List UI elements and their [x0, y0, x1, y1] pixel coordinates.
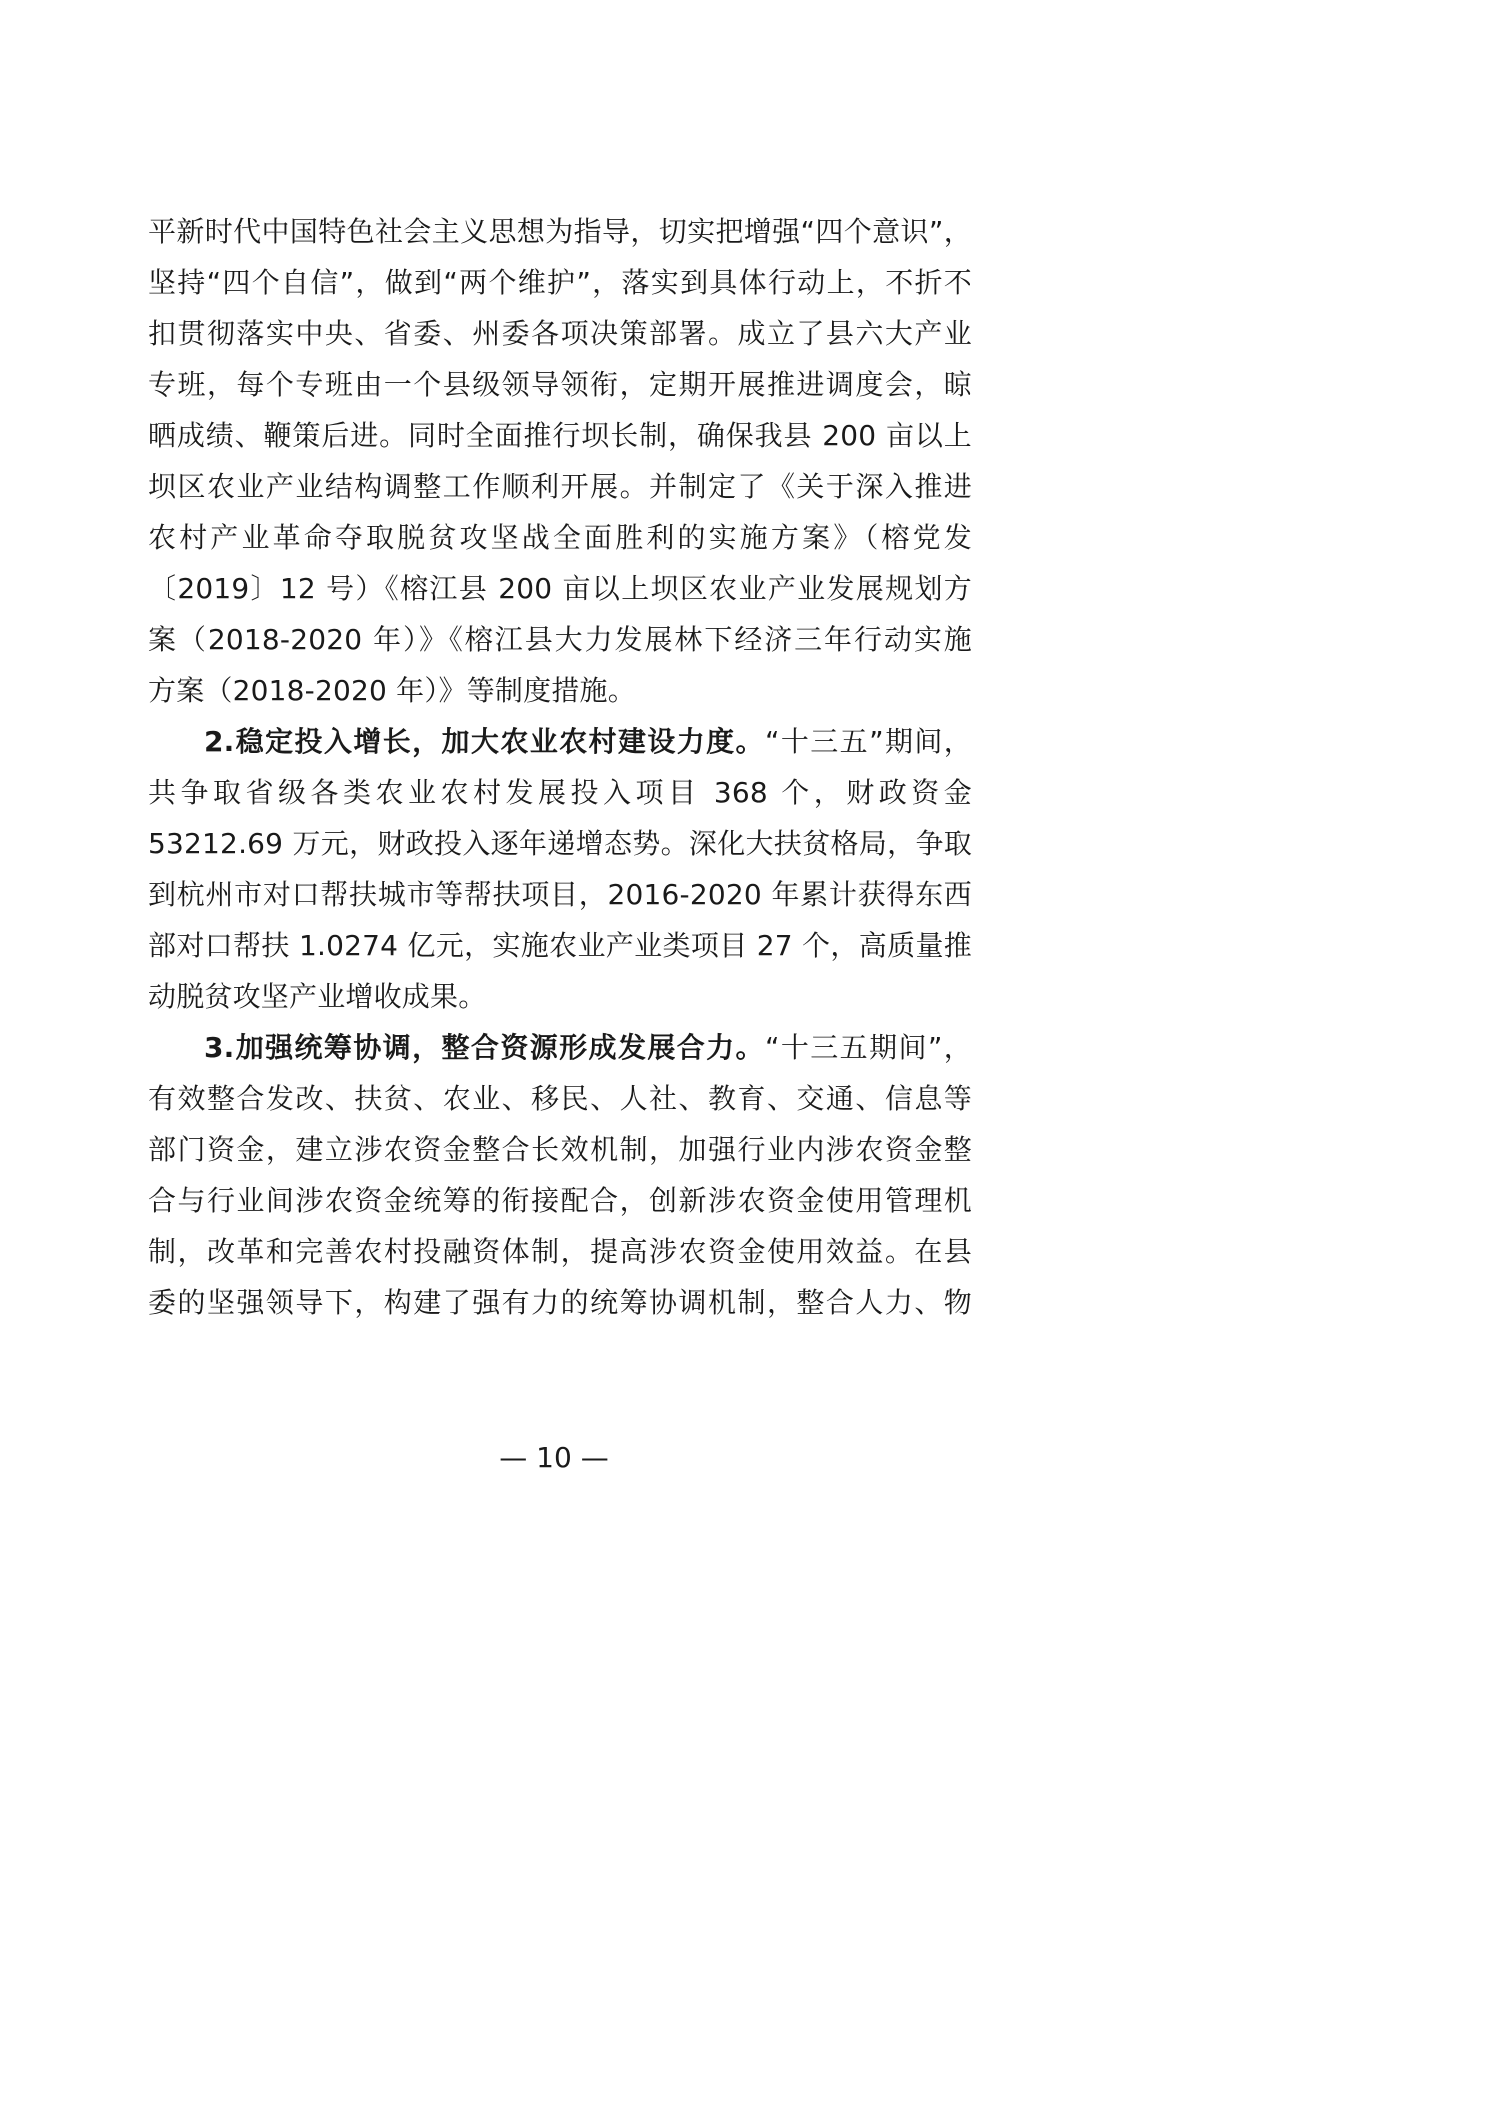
text-line: 坝区农业产业结构调整工作顺利开展。并制定了《关于深入推进 [148, 470, 972, 503]
text-line: 制，改革和完善农村投融资体制，提高涉农资金使用效益。在县 [148, 1235, 972, 1268]
text-line: 共争取省级各类农业农村发展投入项目 368 个，财政资金 [148, 776, 972, 809]
text-line: 到杭州市对口帮扶城市等帮扶项目，2016-2020 年累计获得东西 [148, 878, 972, 911]
text-line: 专班，每个专班由一个县级领导领衔，定期开展推进调度会，晾 [148, 368, 972, 401]
paragraph-3-heading: 3.加强统筹协调，整合资源形成发展合力。 [204, 1031, 765, 1064]
text-line: 动脱贫攻坚产业增收成果。 [148, 980, 487, 1013]
text-line: 〔2019〕12 号）《榕江县 200 亩以上坝区农业产业发展规划方 [148, 572, 972, 605]
text-line: 部对口帮扶 1.0274 亿元，实施农业产业类项目 27 个，高质量推 [148, 929, 972, 962]
text-line: 坚持“四个自信”，做到“两个维护”，落实到具体行动上，不折不 [148, 266, 972, 299]
page-number: — 10 — [499, 1441, 609, 1474]
text-line: 平新时代中国特色社会主义思想为指导，切实把增强“四个意识”， [148, 215, 972, 248]
paragraph-3-first-line [148, 1022, 972, 1073]
text-line: 农村产业革命夺取脱贫攻坚战全面胜利的实施方案》（榕党发 [148, 521, 972, 554]
paragraph-2-heading: 2.稳定投入增长，加大农业农村建设力度。 [204, 725, 765, 758]
document-body [148, 206, 972, 1328]
text-line: 案（2018-2020 年）》《榕江县大力发展林下经济三年行动实施 [148, 623, 972, 656]
text-line: 合与行业间涉农资金统筹的衔接配合，创新涉农资金使用管理机 [148, 1184, 972, 1217]
paragraph-3-first-rest: “十三五期间”， [764, 1031, 972, 1064]
paragraph-2-first-line [148, 716, 972, 767]
text-line: 晒成绩、鞭策后进。同时全面推行坝长制，确保我县 200 亩以上 [148, 419, 972, 452]
text-line: 扣贯彻落实中央、省委、州委各项决策部署。成立了县六大产业 [148, 317, 972, 350]
text-line: 53212.69 万元，财政投入逐年递增态势。深化大扶贫格局，争取 [148, 827, 972, 860]
text-line: 有效整合发改、扶贫、农业、移民、人社、教育、交通、信息等 [148, 1082, 972, 1115]
text-line: 方案（2018-2020 年）》等制度措施。 [148, 674, 636, 707]
text-line: 部门资金，建立涉农资金整合长效机制，加强行业内涉农资金整 [148, 1133, 972, 1166]
text-line: 委的坚强领导下，构建了强有力的统筹协调机制，整合人力、物 [148, 1286, 972, 1319]
paragraph-2-first-rest: “十三五”期间， [764, 725, 972, 758]
